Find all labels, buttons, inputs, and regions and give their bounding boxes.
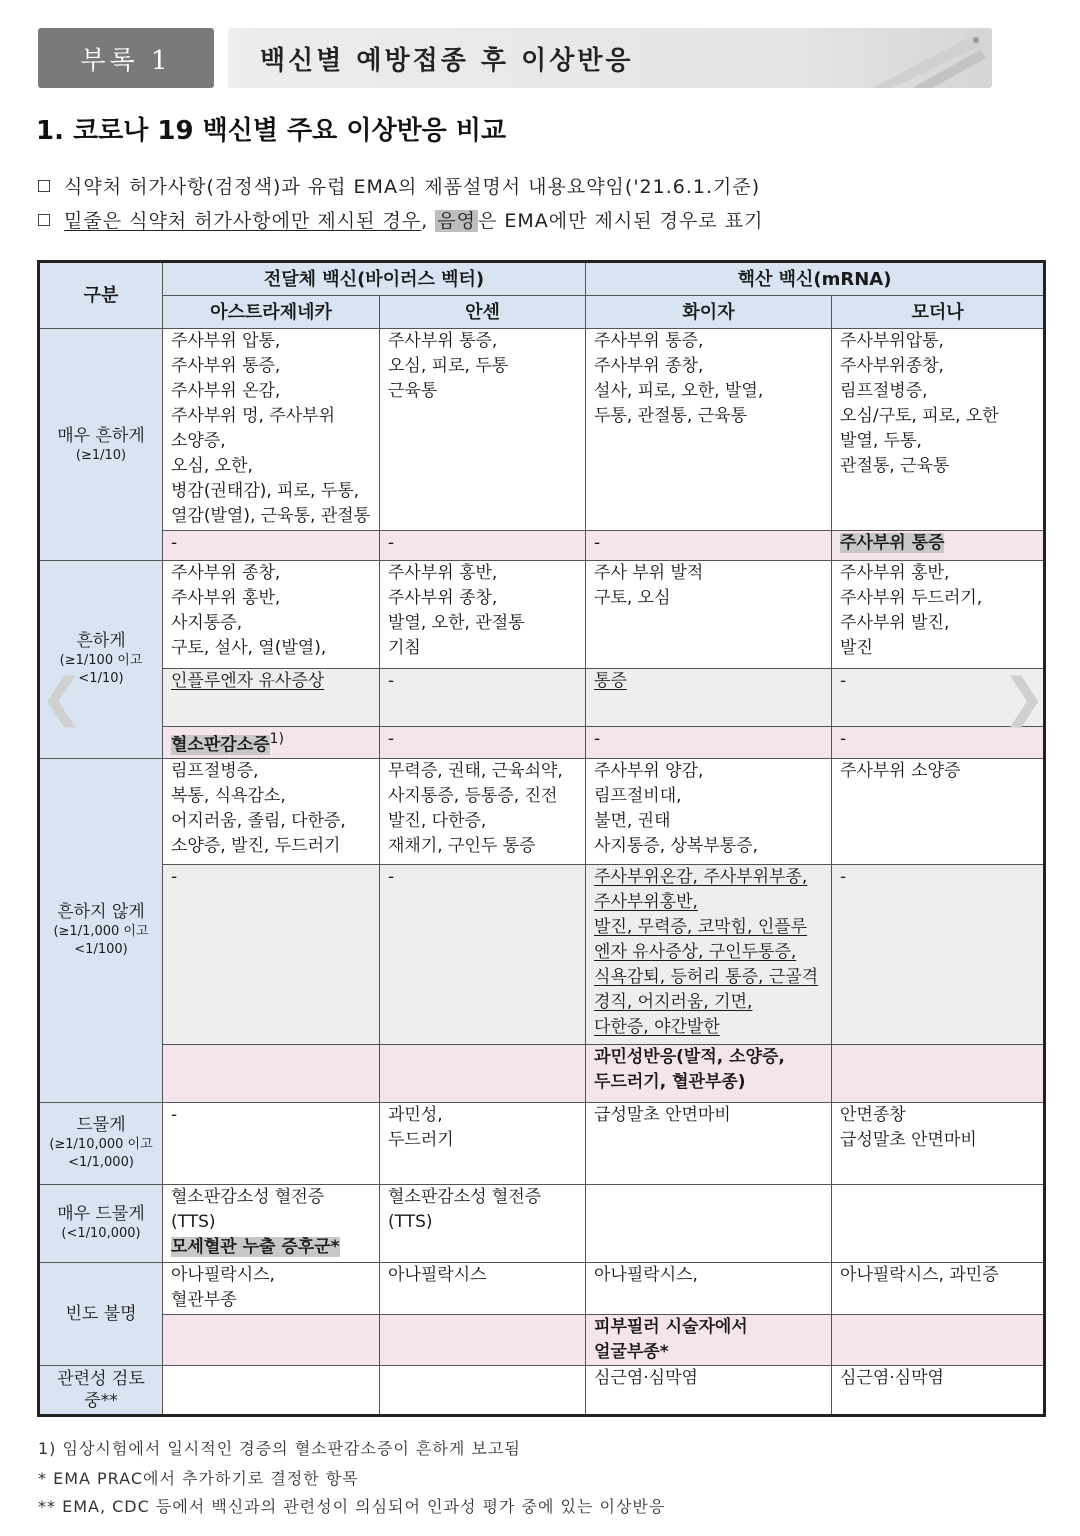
cell-line: 설사, 피로, 오한, 발열, [594, 381, 764, 401]
cell-line: 사지통증, 등통증, 진전 [388, 785, 558, 806]
cell-moderna-kfda: - [832, 669, 1045, 727]
cell-line: 재채기, 구인두 통증 [388, 835, 536, 856]
cell-pfizer [586, 1184, 832, 1262]
cell-line: 혈소판감소성 혈전증 [171, 1186, 325, 1207]
cell-janssen-kfda: - [380, 669, 586, 727]
ema-only-text [594, 1315, 823, 1365]
cell-line: 소양증, 발진, 두드러기 [171, 835, 341, 856]
header-moderna: 모더나 [832, 296, 1045, 329]
cell-moderna [832, 561, 1045, 669]
cell-line: 기침 [388, 638, 421, 658]
cell-az-ema [163, 1044, 380, 1102]
cell-pfizer-kfda [586, 864, 832, 1044]
footnote-3: ** EMA, CDC 등에서 백신과의 관련성이 의심되어 인과성 평가 중에 있는 이상반응 [38, 1497, 666, 1516]
header-category: 구분 [39, 262, 163, 329]
cell-az [163, 1365, 380, 1415]
category-under-review [39, 1365, 163, 1415]
cell-line: 주사부위압통, [840, 331, 944, 351]
cell-line: 주사부위홍반, [594, 891, 698, 912]
header-janssen: 안센 [380, 296, 586, 329]
note-text-1: 식약처 허가사항(검정색)과 유럽 EMA의 제품설명서 내용요약임('21.6.1.기준) [64, 176, 761, 198]
cell-line: 두통, 관절통, 근육통 [594, 406, 748, 426]
cell-line: 주사부위 두드러기, [840, 588, 983, 608]
section-heading: 1. 코로나 19 백신별 주요 이상반응 비교 [36, 116, 507, 146]
category-label: 매우 드물게 [57, 1204, 145, 1225]
cell-line: 주사부위 홍반, [840, 563, 950, 583]
cell-line: 주사부위 종창, [388, 588, 498, 608]
cell-line: 혈관부종 [171, 1289, 237, 1310]
cell-az-kfda: - [163, 864, 380, 1044]
cell-janssen-ema: - [380, 727, 586, 759]
note-text-2sep: , [421, 210, 436, 232]
pen-decoration-icon [852, 28, 992, 88]
cell-line: 주사부위 양감, [594, 760, 704, 781]
category-unknown [39, 1262, 163, 1365]
cell-pfizer-ema: - [586, 727, 832, 759]
cell-az [163, 1184, 380, 1262]
cell-moderna [832, 1262, 1045, 1314]
cell-moderna-kfda: - [832, 864, 1045, 1044]
category-label: 흔하게 [76, 631, 126, 652]
cell-line: 주사부위 멍, 주사부위 [171, 406, 336, 426]
cell-line: 다한증, 야간발한 [594, 1016, 720, 1037]
cell-janssen [380, 329, 586, 531]
cell-az [163, 758, 380, 864]
cell-line: 주사부위 소양증 [840, 760, 961, 781]
cell-line: (TTS) [388, 1211, 433, 1232]
cell-line: 아나필락시스 [388, 1264, 487, 1285]
cell-line: 급성말초 안면마비 [840, 1129, 977, 1150]
square-bullet-icon [38, 180, 50, 192]
header-vector-vaccine: 전달체 백신(바이러스 벡터) [163, 262, 586, 296]
category-range: (<1/10,000) [61, 1226, 141, 1242]
cell-moderna-ema: - [832, 727, 1045, 759]
cell-moderna-ema [832, 531, 1045, 561]
ema-only-text: 혈소판감소증 [171, 734, 270, 755]
cell-line: 림프절비대, [594, 785, 682, 806]
category-range: (≥1/100 이고 <1/10) [59, 653, 143, 687]
cell-line: 구토, 설사, 열(발열), [171, 638, 327, 658]
cell-line: 급성말초 안면마비 [594, 1104, 731, 1125]
cell-line: 발진, 무력증, 코막힘, 인플루 [594, 916, 808, 937]
cell-line: 아나필락시스, [594, 1264, 698, 1285]
cell-moderna [832, 1102, 1045, 1184]
cell-moderna: 심근염·심막염 [832, 1365, 1045, 1415]
cell-az [163, 329, 380, 531]
ema-only-text: 모세혈관 누출 증후군* [171, 1236, 340, 1257]
cell-line: 아나필락시스, [171, 1264, 275, 1285]
cell-line: 주사부위 발진, [840, 613, 950, 633]
cell-line: 엔자 유사증상, 구인두통증, [594, 941, 797, 962]
cell-pfizer: 심근염·심막염 [586, 1365, 832, 1415]
cell-pfizer [586, 561, 832, 669]
cell-line: 근육통 [388, 381, 438, 401]
cell-line: 주사 부위 발적 [594, 563, 704, 583]
cell-line: 주사부위 통증, [388, 331, 498, 351]
cell-pfizer-ema [586, 1044, 832, 1102]
cell-line: 발진 [840, 638, 873, 658]
cell-pfizer [586, 1262, 832, 1314]
kfda-only-text: 통증 [594, 671, 627, 691]
cell-janssen [380, 758, 586, 864]
cell-line: 피부필러 시술자에서 [594, 1316, 748, 1337]
cell-az: - [163, 1102, 380, 1184]
cell-janssen [380, 1262, 586, 1314]
ema-only-text: 주사부위 통증 [840, 533, 945, 553]
cell-line: 주사부위 온감, [171, 381, 281, 401]
note-text-2c: 은 EMA에만 제시된 경우로 표기 [478, 210, 764, 232]
cell-line: 주사부위종창, [840, 356, 944, 376]
category-rare [39, 1102, 163, 1184]
cell-line: 복통, 식욕감소, [171, 785, 286, 806]
cell-line: 림프절병증, [840, 381, 928, 401]
cell-line: 열감(발열), 근육통, 관절통 [171, 506, 371, 526]
cell-moderna [832, 758, 1045, 864]
cell-line: 주사부위온감, 주사부위부종, [594, 866, 808, 887]
cell-az-ema [163, 727, 380, 759]
cell-pfizer [586, 329, 832, 531]
cell-line: 사지통증, [171, 613, 243, 633]
header-az: 아스트라제네카 [163, 296, 380, 329]
cell-az-ema: - [163, 531, 380, 561]
cell-line: 발진, 다한증, [388, 810, 487, 831]
category-range: (≥1/10) [75, 447, 127, 463]
category-label: 매우 흔하게 [57, 425, 145, 446]
cell-pfizer [586, 758, 832, 864]
cell-line: 오심, 오한, [171, 456, 253, 476]
cell-janssen-ema: - [380, 531, 586, 561]
category-range: (≥1/10,000 이고 <1/1,000) [49, 1137, 153, 1171]
cell-az-ema [163, 1314, 380, 1365]
chevron-left-icon[interactable]: ❮ [40, 668, 84, 728]
cell-line: 주사부위 홍반, [171, 588, 281, 608]
cell-line: 불면, 권태 [594, 810, 671, 831]
cell-line: 관절통, 근육통 [840, 456, 950, 476]
cell-line: 두드러기, 혈관부종) [594, 1071, 746, 1092]
cell-pfizer-ema [586, 1314, 832, 1365]
category-uncommon [39, 758, 163, 1102]
appendix-title: 백신별 예방접종 후 이상반응 [260, 45, 634, 76]
cell-janssen-kfda: - [380, 864, 586, 1044]
cell-line: 병감(권태감), 피로, 두통, [171, 481, 360, 501]
cell-line: 경직, 어지러움, 기면, [594, 991, 753, 1012]
cell-line: 발열, 오한, 관절통 [388, 613, 525, 633]
category-label: 빈도 불명 [65, 1303, 137, 1324]
cell-line: 두드러기 [388, 1129, 454, 1150]
category-common [39, 561, 163, 759]
cell-az [163, 561, 380, 669]
cell-az [163, 1262, 380, 1314]
cell-line: 얼굴부종* [594, 1341, 669, 1362]
cell-line: 과민성, [388, 1104, 443, 1125]
cell-pfizer [586, 1102, 832, 1184]
cell-line: 혈소판감소성 혈전증 [388, 1186, 542, 1207]
note-line-2 [38, 206, 763, 233]
category-very-common [39, 329, 163, 561]
cell-az-lines [171, 1185, 371, 1235]
cell-janssen [380, 1365, 586, 1415]
category-range: (≥1/1,000 이고 <1/100) [53, 924, 149, 958]
cell-line: 안면종창 [840, 1104, 906, 1125]
cell-line: 아나필락시스, 과민증 [840, 1264, 999, 1285]
cell-line: 주사부위 홍반, [388, 563, 498, 583]
cell-janssen [380, 561, 586, 669]
cell-line: 주사부위 통증, [594, 331, 704, 351]
cell-janssen [380, 1102, 586, 1184]
cell-line: 식욕감퇴, 등허리 통증, 근골격 [594, 966, 819, 987]
ema-only-text [594, 1045, 823, 1095]
category-label: 드물게 [76, 1115, 126, 1136]
cell-moderna [832, 329, 1045, 531]
note-text-2a: 밑줄은 식약처 허가사항에만 제시된 경우 [64, 210, 422, 232]
cell-janssen [380, 1184, 586, 1262]
cell-janssen-ema [380, 1314, 586, 1365]
category-label: 흔하지 않게 [57, 902, 145, 923]
cell-pfizer-kfda [586, 669, 832, 727]
cell-line: 오심/구토, 피로, 오한 [840, 406, 999, 426]
chevron-right-icon[interactable]: ❯ [1002, 668, 1046, 728]
cell-line: 사지통증, 상복부통증, [594, 835, 759, 856]
cell-janssen-ema [380, 1044, 586, 1102]
cell-line: (TTS) [171, 1211, 216, 1232]
adverse-reactions-table [37, 260, 1046, 1417]
cell-line: 주사부위 종창, [594, 356, 704, 376]
cell-line: 주사부위 압통, [171, 331, 281, 351]
category-very-rare [39, 1184, 163, 1262]
cell-pfizer-ema: - [586, 531, 832, 561]
kfda-only-text: 인플루엔자 유사증상 [171, 671, 325, 691]
cell-line: 주사부위 종창, [171, 563, 281, 583]
category-label: 관련성 검토 중** [57, 1368, 145, 1411]
cell-line: 발열, 두통, [840, 431, 922, 451]
footnote-2: * EMA PRAC에서 추가하기로 결정한 항목 [38, 1469, 359, 1488]
footnote-ref: 1) [269, 731, 285, 747]
cell-moderna-ema [832, 1314, 1045, 1365]
footnote-1: 1) 임상시험에서 일시적인 경증의 혈소판감소증이 흔하게 보고됨 [38, 1439, 521, 1458]
cell-line: 어지러움, 졸림, 다한증, [171, 810, 346, 831]
note-text-2b: 음영 [437, 210, 476, 232]
header-mrna-vaccine: 핵산 백신(mRNA) [586, 262, 1045, 296]
cell-moderna [832, 1184, 1045, 1262]
cell-line: 오심, 피로, 두통 [388, 356, 509, 376]
cell-line: 과민성반응(발적, 소양증, [594, 1046, 785, 1067]
cell-az-kfda [163, 669, 380, 727]
note-line-1 [38, 172, 760, 199]
square-bullet-icon [38, 214, 50, 226]
cell-line: 무력증, 권태, 근육쇠약, [388, 760, 563, 781]
appendix-header [38, 28, 992, 88]
appendix-label: 부록 1 [38, 28, 214, 88]
cell-moderna-ema [832, 1044, 1045, 1102]
cell-line: 소양증, [171, 431, 226, 451]
cell-line: 주사부위 통증, [171, 356, 281, 376]
cell-line: 림프절병증, [171, 760, 259, 781]
header-pfizer: 화이자 [586, 296, 832, 329]
cell-line: 구토, 오심 [594, 588, 671, 608]
